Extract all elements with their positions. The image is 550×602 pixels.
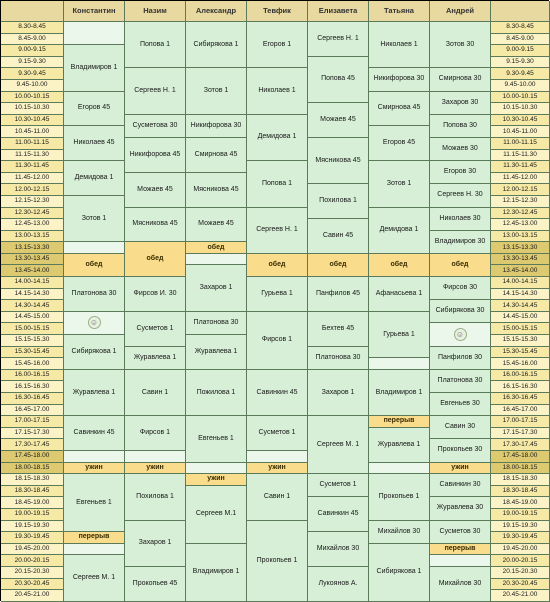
appointment-slot: Савин 45: [308, 219, 369, 254]
appointment-slot: Сергеев Н. 1: [247, 208, 308, 254]
appointment-slot: Сибирякова 1: [369, 544, 430, 602]
break-slot: обед: [64, 254, 125, 277]
appointment-slot: Захаров 30: [430, 92, 491, 115]
appointment-slot: Похилова 1: [308, 184, 369, 219]
time-slot-left: 17.00-17.15: [1, 416, 64, 428]
appointment-slot: Владимиров 30: [430, 231, 491, 254]
appointment-slot: Савинкин 30: [430, 474, 491, 497]
time-slot-left: 20.45-21.00: [1, 590, 64, 602]
appointment-slot: Зотов 30: [430, 22, 491, 68]
appointment-slot: Сусметов 1: [247, 416, 308, 451]
break-slot: ужин: [64, 463, 125, 475]
appointment-slot: Захаров 1: [125, 521, 186, 567]
time-slot-right: 11.45-12.00: [491, 173, 550, 185]
appointment-slot: Егоров 30: [430, 161, 491, 184]
break-slot: ужин: [247, 463, 308, 475]
time-slot-right: 9.15-9.30: [491, 57, 550, 69]
time-slot-left: 14.30-14.45: [1, 300, 64, 312]
appointment-slot: Смирнова 45: [186, 138, 247, 173]
appointment-slot: Сусметов 1: [308, 474, 369, 497]
appointment-slot: Платонова 30: [308, 347, 369, 370]
appointment-slot: Сибирякова 30: [430, 300, 491, 323]
appointment-slot: Попова 45: [308, 57, 369, 103]
appointment-slot: Платонова 30: [186, 312, 247, 335]
appointment-slot: Сергеев М.1: [186, 486, 247, 544]
appointment-slot: Можаев 45: [125, 173, 186, 208]
column-header: Тевфик: [247, 1, 308, 22]
appointment-slot: Михайлов 30: [308, 532, 369, 567]
appointment-slot: Никифорова 30: [186, 115, 247, 138]
time-slot-left: 17.30-17.45: [1, 439, 64, 451]
appointment-slot: Никифорова 30: [369, 68, 430, 91]
appointment-slot: Платонова 30: [64, 277, 125, 312]
time-slot-right: 9.30-9.45: [491, 68, 550, 80]
time-slot-left: 20.30-20.45: [1, 579, 64, 591]
time-slot-right: 11.15-11.30: [491, 150, 550, 162]
appointment-slot: Можаев 45: [186, 208, 247, 243]
appointment-slot: Прокопьев 45: [125, 567, 186, 602]
break-slot: обед: [308, 254, 369, 277]
appointment-slot: Владимиров 1: [369, 370, 430, 416]
break-slot: обед: [430, 254, 491, 277]
appointment-slot: Савинкин 45: [64, 416, 125, 451]
time-slot-right: 15.00-15.15: [491, 323, 550, 335]
appointment-slot: Сибирякова 1: [64, 335, 125, 370]
break-slot: обед: [369, 254, 430, 277]
time-slot-left: 13.45-14.00: [1, 265, 64, 277]
column-header: Татьяна: [369, 1, 430, 22]
time-slot-right: 19.00-19.15: [491, 509, 550, 521]
appointment-slot: Смирнова 30: [430, 68, 491, 91]
appointment-slot: Никифорова 45: [125, 138, 186, 173]
time-slot-right: 13.45-14.00: [491, 265, 550, 277]
appointment-slot: Егоров 45: [64, 92, 125, 127]
time-slot-left: 17.15-17.30: [1, 428, 64, 440]
time-slot-left: 19.15-19.30: [1, 521, 64, 533]
time-slot-right: 15.45-16.00: [491, 358, 550, 370]
time-slot-left: 14.15-14.30: [1, 289, 64, 301]
time-slot-left: 10.30-10.45: [1, 115, 64, 127]
time-slot-right: 20.15-20.30: [491, 567, 550, 579]
time-slot-right: 13.30-13.45: [491, 254, 550, 266]
empty-slot: [64, 22, 125, 45]
time-slot-left: 9.30-9.45: [1, 68, 64, 80]
time-slot-left: 8.30-8.45: [1, 22, 64, 34]
break-slot: ужин: [430, 463, 491, 475]
appointment-slot: Мясникова 45: [186, 173, 247, 208]
time-slot-right: 18.45-19.00: [491, 497, 550, 509]
appointment-slot: Сусметов 1: [125, 312, 186, 347]
time-slot-left: 11.30-11.45: [1, 161, 64, 173]
appointment-slot: Евгеньев 1: [186, 416, 247, 462]
appointment-slot: Захаров 1: [186, 265, 247, 311]
appointment-slot: Журавлева 1: [125, 347, 186, 370]
appointment-slot: Сусметов 30: [430, 521, 491, 544]
time-slot-right: 10.15-10.30: [491, 103, 550, 115]
time-slot-right: 12.15-12.30: [491, 196, 550, 208]
time-slot-right: 9.00-9.15: [491, 45, 550, 57]
time-slot-left: 18.15-18.30: [1, 474, 64, 486]
appointment-slot: Владимиров 1: [186, 544, 247, 602]
break-slot: обед: [247, 254, 308, 277]
appointment-slot: Николаев 30: [430, 208, 491, 231]
time-slot-right: 13.00-13.15: [491, 231, 550, 243]
appointment-slot: Егоров 45: [369, 126, 430, 161]
appointment-slot: Михайлов 30: [430, 567, 491, 602]
time-slot-left: 12.00-12.15: [1, 184, 64, 196]
time-slot-right: 10.30-10.45: [491, 115, 550, 127]
time-slot-right: 19.45-20.00: [491, 544, 550, 556]
appointment-slot: Похилова 1: [125, 474, 186, 520]
time-slot-left: 17.45-18.00: [1, 451, 64, 463]
time-slot-left: 16.00-16.15: [1, 370, 64, 382]
time-slot-left: 14.00-14.15: [1, 277, 64, 289]
column-header: Константин: [64, 1, 125, 22]
time-slot-left: 11.00-11.15: [1, 138, 64, 150]
time-slot-right: 18.00-18.15: [491, 463, 550, 475]
appointment-slot: Можаев 30: [430, 138, 491, 161]
appointment-slot: Зотов 1: [186, 68, 247, 114]
appointment-slot: Демидова 1: [369, 208, 430, 254]
time-slot-left: 11.45-12.00: [1, 173, 64, 185]
appointment-slot: Демидова 1: [64, 161, 125, 196]
time-slot-right: 20.00-20.15: [491, 555, 550, 567]
appointment-slot: Пожилова 1: [186, 370, 247, 416]
time-slot-left: 10.45-11.00: [1, 126, 64, 138]
time-slot-left: 19.30-19.45: [1, 532, 64, 544]
time-slot-left: 15.00-15.15: [1, 323, 64, 335]
appointment-slot: Прокопьев 1: [247, 521, 308, 602]
time-slot-left: 18.30-18.45: [1, 486, 64, 498]
empty-slot: [369, 463, 430, 475]
appointment-slot: Гурьева 1: [369, 312, 430, 358]
appointment-slot: Сергеев Н. 30: [430, 184, 491, 207]
appointment-slot: Афанасьева 1: [369, 277, 430, 312]
empty-slot: [369, 358, 430, 370]
time-slot-right: 10.45-11.00: [491, 126, 550, 138]
appointment-slot: Сергеев М. 1: [308, 416, 369, 474]
time-slot-right: 17.15-17.30: [491, 428, 550, 440]
appointment-slot: Владимиров 1: [64, 45, 125, 91]
appointment-slot: Сергеев Н. 1: [125, 68, 186, 114]
appointment-slot: Савин 1: [125, 370, 186, 416]
appointment-slot: Фирсов 30: [430, 277, 491, 300]
empty-slot: [64, 544, 125, 556]
appointment-slot: Сергеев М. 1: [64, 555, 125, 601]
time-slot-right: 12.45-13.00: [491, 219, 550, 231]
appointment-slot: Попова 1: [247, 161, 308, 207]
time-slot-left: 15.15-15.30: [1, 335, 64, 347]
empty-slot: [247, 451, 308, 463]
appointment-slot: Смирнова 45: [369, 92, 430, 127]
time-slot-left: 9.00-9.15: [1, 45, 64, 57]
time-slot-right: 11.00-11.15: [491, 138, 550, 150]
time-slot-right: 20.30-20.45: [491, 579, 550, 591]
time-slot-left: 15.30-15.45: [1, 347, 64, 359]
time-slot-left: 12.15-12.30: [1, 196, 64, 208]
smiley-cell: [430, 323, 491, 346]
appointment-slot: Савинкин 45: [247, 370, 308, 416]
time-slot-left: 13.15-13.30: [1, 242, 64, 254]
appointment-slot: Попова 30: [430, 115, 491, 138]
smiley-face-icon: ☺: [88, 316, 101, 329]
appointment-slot: Прокопьев 1: [369, 474, 430, 520]
time-slot-left: 16.15-16.30: [1, 381, 64, 393]
time-slot-right: 10.00-10.15: [491, 92, 550, 104]
time-slot-left: 18.45-19.00: [1, 497, 64, 509]
appointment-slot: Гурьева 1: [247, 277, 308, 312]
appointment-slot: Панфилов 30: [430, 347, 491, 370]
time-slot-right: 8.30-8.45: [491, 22, 550, 34]
time-slot-left: 15.45-16.00: [1, 358, 64, 370]
time-slot-left: 12.45-13.00: [1, 219, 64, 231]
break-slot: ужин: [186, 474, 247, 486]
time-slot-left: 14.45-15.00: [1, 312, 64, 324]
time-slot-left: 13.00-13.15: [1, 231, 64, 243]
time-slot-right: 8.45-9.00: [491, 34, 550, 46]
time-slot-right: 16.30-16.45: [491, 393, 550, 405]
appointment-slot: Можаев 45: [308, 103, 369, 138]
appointment-slot: Журавлева 1: [186, 335, 247, 370]
appointment-slot: Платонова 30: [430, 370, 491, 393]
appointment-slot: Сусметова 30: [125, 115, 186, 138]
time-slot-left: 20.00-20.15: [1, 555, 64, 567]
appointment-slot: Егоров 1: [247, 22, 308, 68]
time-slot-right: 14.30-14.45: [491, 300, 550, 312]
break-slot: перерыв: [430, 544, 491, 556]
break-slot: обед: [186, 242, 247, 254]
column-header: Елизавета: [308, 1, 369, 22]
appointment-slot: Михайлов 30: [369, 521, 430, 544]
column-header: Александр: [186, 1, 247, 22]
time-slot-right: 14.45-15.00: [491, 312, 550, 324]
appointment-slot: Зотов 1: [64, 196, 125, 242]
time-slot-right: 18.30-18.45: [491, 486, 550, 498]
empty-slot: [186, 254, 247, 266]
time-slot-right: 16.45-17.00: [491, 405, 550, 417]
empty-slot: [430, 555, 491, 567]
empty-slot: [125, 451, 186, 463]
appointment-slot: Фирсов 1: [247, 312, 308, 370]
time-slot-right: 15.15-15.30: [491, 335, 550, 347]
time-slot-left: 16.45-17.00: [1, 405, 64, 417]
time-slot-left: 10.00-10.15: [1, 92, 64, 104]
time-slot-right: 16.00-16.15: [491, 370, 550, 382]
empty-slot: [64, 242, 125, 254]
appointment-slot: Николаев 45: [64, 126, 125, 161]
appointment-slot: Фирсов 1: [125, 416, 186, 451]
appointment-slot: Сибирякова 1: [186, 22, 247, 68]
time-slot-right: 11.30-11.45: [491, 161, 550, 173]
appointment-slot: Савин 30: [430, 416, 491, 439]
appointment-slot: Зотов 1: [369, 161, 430, 207]
time-slot-left: 10.15-10.30: [1, 103, 64, 115]
time-slot-right: 12.00-12.15: [491, 184, 550, 196]
break-slot: перерыв: [64, 532, 125, 544]
time-slot-left: 8.45-9.00: [1, 34, 64, 46]
empty-slot: [186, 463, 247, 475]
appointment-slot: Мясникова 45: [125, 208, 186, 243]
header-corner-left: [1, 1, 64, 22]
time-slot-right: 17.30-17.45: [491, 439, 550, 451]
appointment-slot: Демидова 1: [247, 115, 308, 161]
time-slot-left: 19.00-19.15: [1, 509, 64, 521]
time-slot-right: 13.15-13.30: [491, 242, 550, 254]
time-slot-right: 14.15-14.30: [491, 289, 550, 301]
time-slot-left: 18.00-18.15: [1, 463, 64, 475]
time-slot-left: 9.45-10.00: [1, 80, 64, 92]
column-header: Андрей: [430, 1, 491, 22]
appointment-slot: Мясникова 45: [308, 138, 369, 184]
time-slot-left: 20.15-20.30: [1, 567, 64, 579]
appointment-slot: Прокопьев 30: [430, 439, 491, 462]
appointment-slot: Лукоянов А.: [308, 567, 369, 602]
appointment-slot: Сергеев Н. 1: [308, 22, 369, 57]
time-slot-left: 11.15-11.30: [1, 150, 64, 162]
appointment-slot: Журавлева 1: [369, 428, 430, 463]
time-slot-right: 14.00-14.15: [491, 277, 550, 289]
time-slot-left: 13.30-13.45: [1, 254, 64, 266]
appointment-slot: Попова 1: [125, 22, 186, 68]
time-slot-right: 9.45-10.00: [491, 80, 550, 92]
time-slot-right: 18.15-18.30: [491, 474, 550, 486]
time-slot-right: 16.15-16.30: [491, 381, 550, 393]
header-corner-right: [491, 1, 550, 22]
appointment-slot: Евгеньев 30: [430, 393, 491, 416]
break-slot: обед: [125, 242, 186, 277]
appointment-slot: Савинкин 45: [308, 497, 369, 532]
appointment-slot: Захаров 1: [308, 370, 369, 416]
time-slot-right: 12.30-12.45: [491, 208, 550, 220]
appointment-slot: Журавлева 1: [64, 370, 125, 416]
time-slot-left: 9.15-9.30: [1, 57, 64, 69]
appointment-slot: Евгеньев 1: [64, 474, 125, 532]
column-header: Назим: [125, 1, 186, 22]
time-slot-left: 19.45-20.00: [1, 544, 64, 556]
time-slot-right: 19.15-19.30: [491, 521, 550, 533]
time-slot-left: 12.30-12.45: [1, 208, 64, 220]
time-slot-left: 16.30-16.45: [1, 393, 64, 405]
appointment-slot: Николаев 1: [247, 68, 308, 114]
time-slot-right: 17.45-18.00: [491, 451, 550, 463]
time-slot-right: 15.30-15.45: [491, 347, 550, 359]
empty-slot: [64, 451, 125, 463]
time-slot-right: 20.45-21.00: [491, 590, 550, 602]
smiley-cell: [64, 312, 125, 335]
appointment-slot: Журавлева 30: [430, 497, 491, 520]
break-slot: ужин: [125, 463, 186, 475]
appointment-slot: Фирсов И. 30: [125, 277, 186, 312]
smiley-face-icon: ☺: [454, 328, 467, 341]
appointment-slot: Панфилов 45: [308, 277, 369, 312]
time-slot-right: 19.30-19.45: [491, 532, 550, 544]
appointment-slot: Николаев 1: [369, 22, 430, 68]
appointment-slot: Савин 1: [247, 474, 308, 520]
break-slot: перерыв: [369, 416, 430, 428]
appointment-slot: Бехтев 45: [308, 312, 369, 347]
time-slot-right: 17.00-17.15: [491, 416, 550, 428]
